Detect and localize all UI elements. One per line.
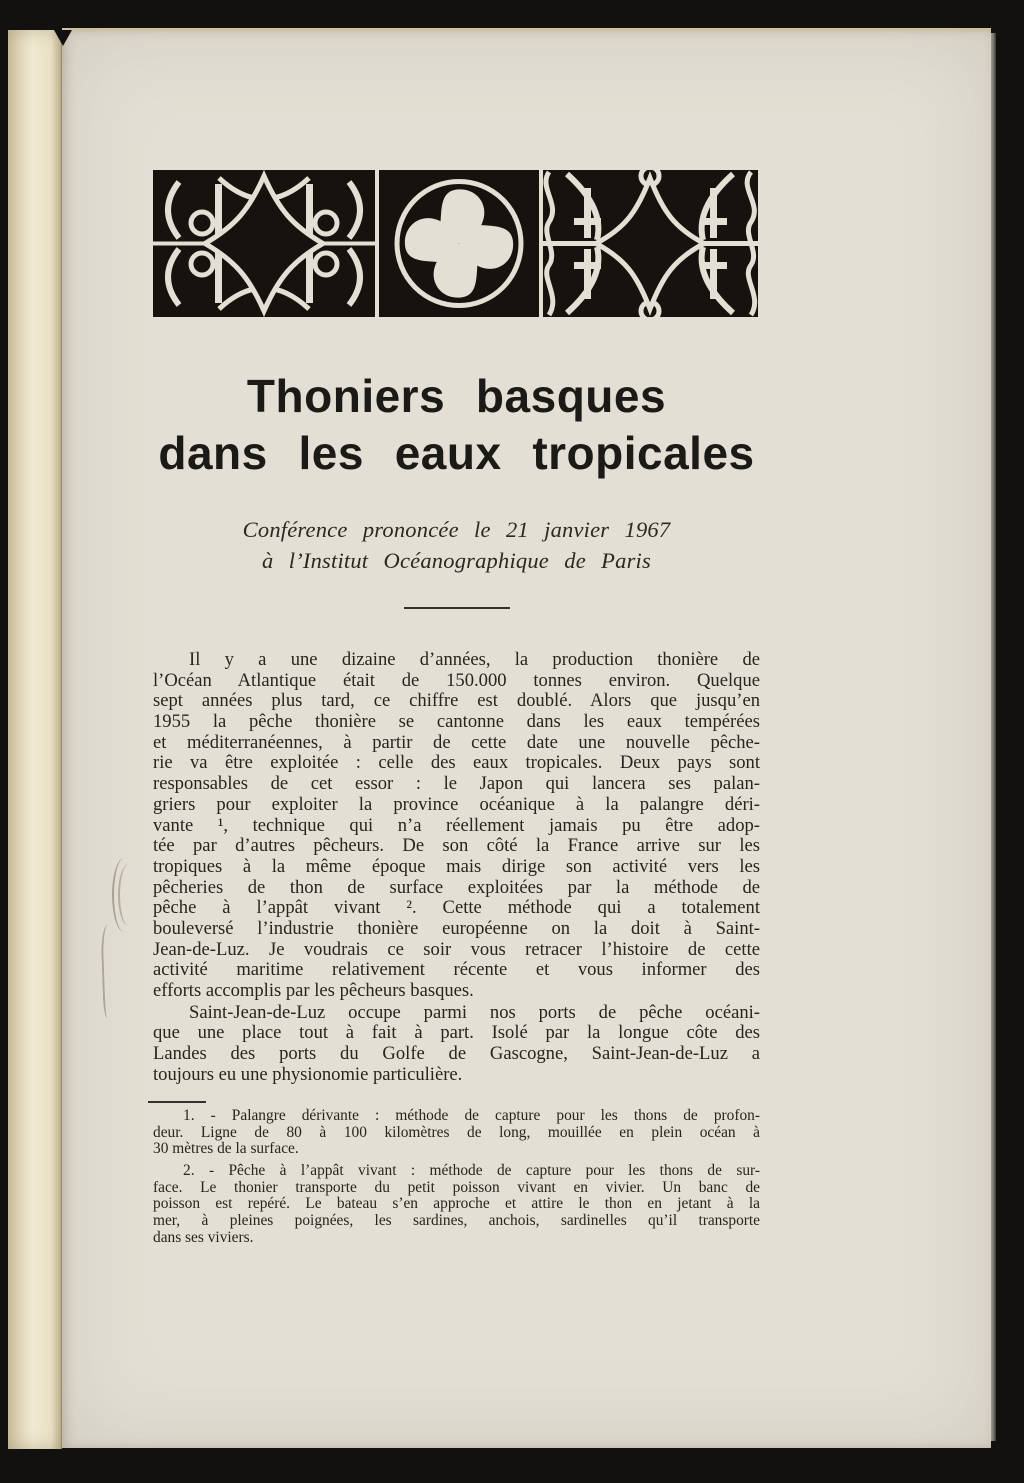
- page-title: [153, 368, 760, 482]
- title-divider-rule: [153, 596, 760, 614]
- text-line: tropiques à la même époque mais dirige son activité vers les: [153, 856, 760, 877]
- text-line: Jean-de-Luz. Je voudrais ce soir vous retracer l’histoire de cette: [153, 939, 760, 960]
- text-line: dans ses viviers.: [153, 1229, 254, 1246]
- text-line: tée par d’autres pêcheurs. De son côté la France arrive sur les: [153, 836, 760, 857]
- text-line: 30 mètres de la surface.: [153, 1141, 299, 1158]
- text-line: pêcheries de thon de surface exploitées par la méthode de: [153, 877, 760, 898]
- text-line: l’Océan Atlantique était de 150.000 tonnes environ. Quelque: [153, 670, 760, 691]
- text-line: deur. Ligne de 80 à 100 kilomètres de long, mouillée en plein océan à: [153, 1124, 760, 1141]
- ornament-right-panel: [543, 170, 758, 317]
- ornament-left-panel: [153, 170, 375, 317]
- basque-ornament-band: [153, 170, 758, 317]
- text-line: Il y a une dizaine d’années, la production thonière de: [189, 650, 760, 670]
- footnote-separator-rule: [148, 1101, 206, 1103]
- lauburu-icon: [379, 170, 539, 317]
- title-line-1: Thoniers basques: [246, 370, 667, 422]
- text-line: 2. - Pêche à l’appât vivant : méthode de capture pour les thons de sur-: [183, 1163, 760, 1180]
- body-text: [153, 650, 760, 1085]
- page-top-edge: [62, 28, 991, 31]
- title-line-2: dans les eaux tropicales: [158, 427, 755, 479]
- text-line: griers pour exploiter la province océanique à la palangre déri-: [153, 794, 760, 815]
- text-line: responsables de cet essor : le Japon qui lancera ses palan-: [153, 774, 760, 795]
- text-line: toujours eu une physionomie particulière.: [153, 1064, 463, 1085]
- text-line: Saint-Jean-de-Luz occupe parmi nos ports de pêche océani-: [189, 1002, 760, 1023]
- text-line: sept années plus tard, ce chiffre est doublé. Alors que jusqu’en: [153, 691, 760, 712]
- text-line: pêche à l’appât vivant ². Cette méthode qui a totalement: [153, 898, 760, 919]
- body-paragraph: [153, 1003, 760, 1086]
- page-stack-edge: [991, 33, 996, 1441]
- text-line: que une place tout à fait à part. Isolé par la longue côte des: [153, 1023, 760, 1044]
- footnote: [153, 1108, 760, 1158]
- subtitle-line-2: à l’Institut Océanographique de Paris: [262, 548, 651, 573]
- text-line: activité maritime relativement récente et vous informer des: [153, 960, 760, 981]
- conference-subtitle: [153, 514, 760, 576]
- text-line: poisson est repéré. Le bateau s’en approche et attire le thon en jetant à la: [153, 1196, 760, 1213]
- text-line: bouleversé l’industrie thonière européenne on la doit à Saint-: [153, 918, 760, 939]
- text-line: face. Le thonier transporte du petit poisson vivant en vivier. Un banc de: [153, 1179, 760, 1196]
- text-line: 1. - Palangre dérivante : méthode de capture pour les thons de profon-: [183, 1108, 760, 1124]
- footnotes: [153, 1108, 760, 1247]
- footnote: [153, 1163, 760, 1246]
- text-line: rie va être exploitée : celle des eaux tropicales. Deux pays sont: [153, 753, 760, 774]
- text-line: mer, à pleines poignées, les sardines, anchois, sardinelles qu’il transporte: [153, 1213, 760, 1230]
- text-line: et méditerranéennes, à partir de cette date une nouvelle pêche-: [153, 732, 760, 753]
- pencil-margin-mark: [118, 864, 136, 926]
- pencil-margin-mark: [100, 924, 121, 1019]
- book-binding-edge: [8, 30, 62, 1449]
- subtitle-line-1: Conférence prononcée le 21 janvier 1967: [242, 517, 671, 542]
- text-line: efforts accomplis par les pêcheurs basques.: [153, 981, 474, 1001]
- body-paragraph: [153, 650, 760, 1002]
- text-line: 1955 la pêche thonière se cantonne dans les eaux tempérées: [153, 712, 760, 733]
- text-line: Landes des ports du Golfe de Gascogne, Saint-Jean-de-Luz a: [153, 1044, 760, 1065]
- text-line: vante ¹, technique qui n’a réellement jamais pu être adop-: [153, 815, 760, 836]
- binding-fold-notch: [54, 30, 72, 46]
